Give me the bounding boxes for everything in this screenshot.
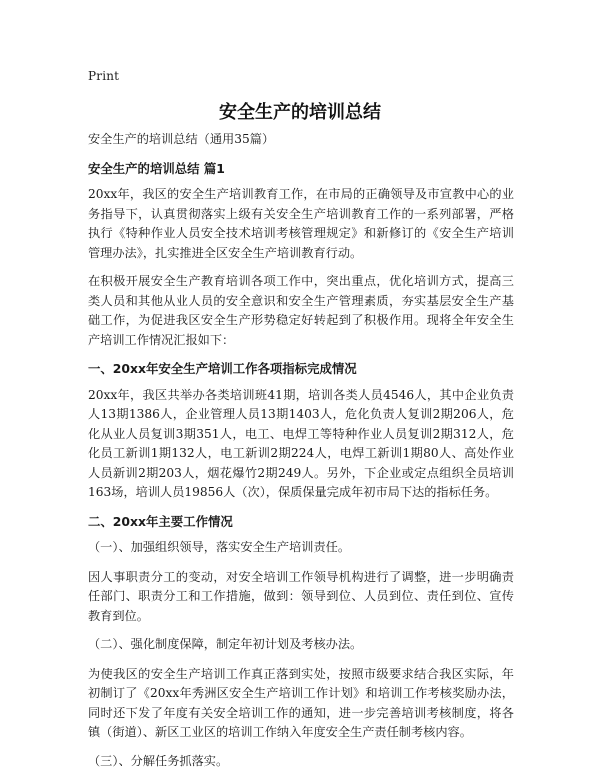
paragraph-indicators: 20xx年，我区共举办各类培训班41期，培训各类人员4546人，其中企业负责人13期1386人，企业管理人员13期1403人，危化负责人复训2期206人，危化从业人员复训3期351人，电工、电焊工等特种作业人员复训2期312人，危化员工新训1期132人，电工新训2期224人，电焊工新训1期80人、高处作业人员新训2期203人，烟花爆竹2期249人。另外，下企业或定点组织全员培训163场，培训人员19856人（次），保质保量完成年初市局下达的指标任务。	[88, 387, 514, 499]
document-subtitle: 安全生产的培训总结（通用35篇）	[88, 132, 275, 146]
paragraph-intro: 20xx年，我区的安全生产培训教育工作，在市局的正确领导及市宣教中心的业务指导下，认真贯彻落实上级有关安全生产培训教育工作的一系列部署，严格执行《特种作业人员安全技术培训考核管理规定》和新修订的《安全生产培训管理办法》，扎实推进全区安全生产培训教育行动。	[88, 187, 514, 260]
section-heading-main-work: 二、20xx年主要工作情况	[88, 513, 233, 529]
print-link[interactable]: Print	[88, 69, 120, 83]
document-body	[88, 130, 514, 781]
section-heading-indicators: 一、20xx年安全生产培训工作各项指标完成情况	[88, 361, 357, 376]
page-title: 安全生产的培训总结	[219, 102, 381, 123]
paragraph-organization: 因人事职责分工的变动，对安全培训工作领导机构进行了调整，进一步明确责任部门、职责分工和工作措施，做到：领导到位、人员到位、责任到位、宣传教育到位。	[88, 569, 514, 623]
list-item-organization: （一）、加强组织领导，落实安全生产培训责任。	[88, 540, 351, 554]
paragraph-system: 为使我区的安全生产培训工作真正落到实处，按照市级要求结合我区实际，年初制订了《20xx年秀洲区安全生产培训工作计划》和培训工作考核奖励办法，同时还下发了年度有关安全培训工作的通知，进一步完善培训考核制度，将各镇（街道）、新区工业区的培训工作纳入年度安全生产责任制考核内容。	[88, 666, 514, 739]
list-item-tasks: （三）、分解任务抓落实。	[88, 753, 229, 768]
part-heading: 安全生产的培训总结 篇1	[88, 160, 225, 176]
list-item-system: （二）、强化制度保障，制定年初计划及考核办法。	[88, 637, 363, 651]
paragraph-summary: 在积极开展安全生产教育培训各项工作中，突出重点，优化培训方式，提高三类人员和其他从业人员的安全意识和安全生产管理素质，夯实基层安全生产基础工作，为促进我区安全生产形势稳定好转起到了积极作用。现将全年安全生产培训工作情况汇报如下：	[88, 274, 514, 347]
